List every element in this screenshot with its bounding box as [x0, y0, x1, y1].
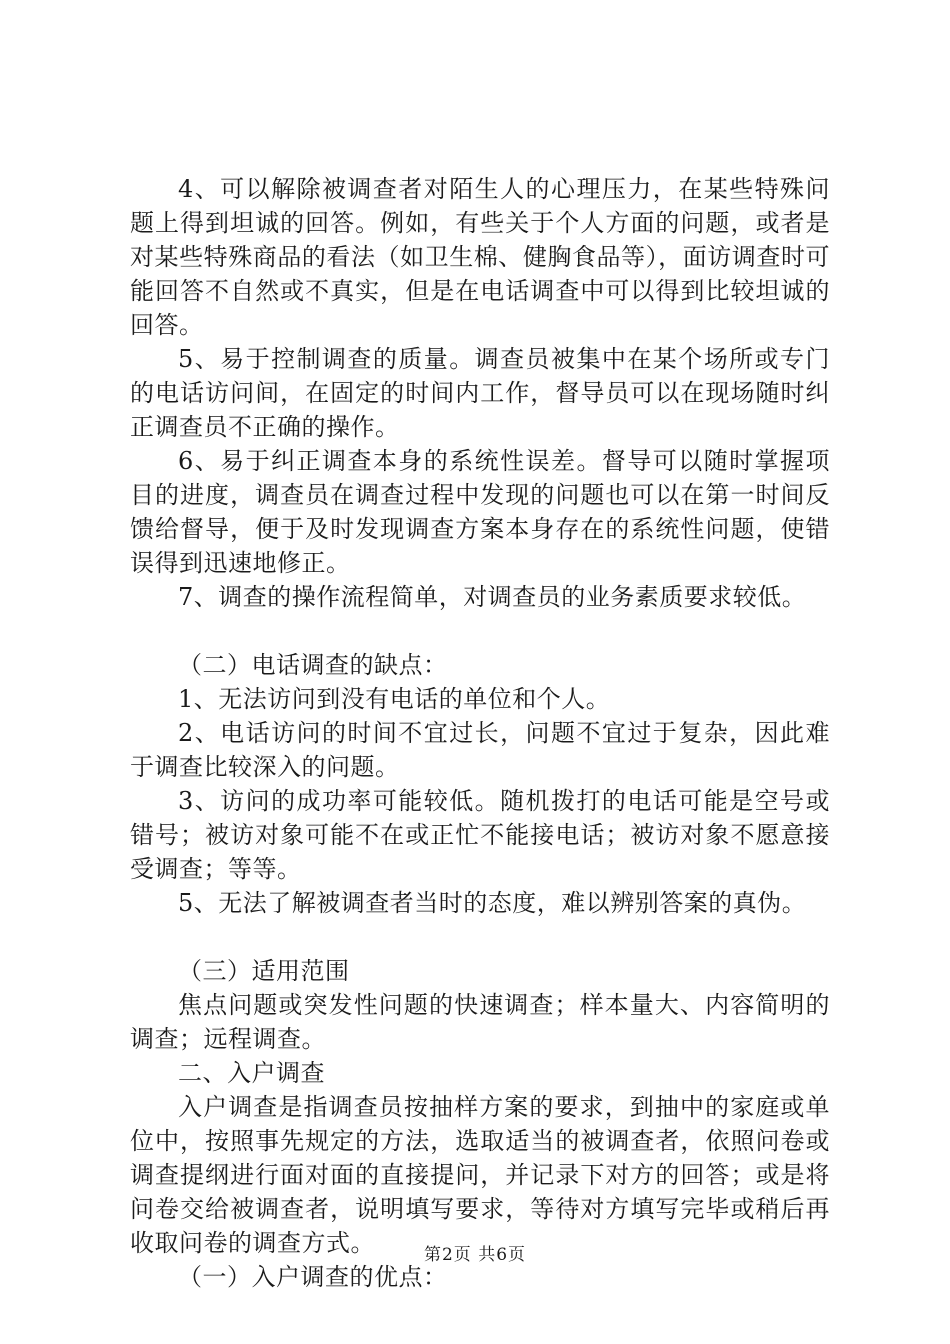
spacer — [130, 920, 830, 954]
paragraph-disadvantage-1: 1、无法访问到没有电话的单位和个人。 — [178, 685, 611, 713]
paragraph-advantage-7: 7、调查的操作流程简单，对调查员的业务素质要求较低。 — [178, 583, 807, 611]
heading-home-advantages: （一）入户调查的优点： — [178, 1263, 448, 1291]
heading-section-2: 二、入户调查 — [178, 1059, 325, 1087]
paragraph-disadvantage-2: 2、电话访问的时间不宜过长，问题不宜过于复杂，因此难于调查比较深入的问题。 — [130, 719, 830, 781]
document-body — [130, 172, 830, 1294]
heading-phone-disadvantages: （二）电话调查的缺点： — [178, 651, 448, 679]
heading-scope: （三）适用范围 — [178, 957, 350, 985]
paragraph-disadvantage-3: 3、访问的成功率可能较低。随机拨打的电话可能是空号或错号；被访对象可能不在或正忙不能接电话；被访对象不愿意接受调查；等等。 — [130, 787, 830, 883]
paragraph-home-survey: 入户调查是指调查员按抽样方案的要求，到抽中的家庭或单位中，按照事先规定的方法，选取适当的被调查者，依照问卷或调查提纲进行面对面的直接提问，并记录下对方的回答；或是将问卷交给被调查者，说明填写要求，等待对方填写完毕或稍后再收取问卷的调查方式。 — [130, 1093, 830, 1257]
paragraph-advantage-4: 4、可以解除被调查者对陌生人的心理压力，在某些特殊问题上得到坦诚的回答。例如，有些关于个人方面的问题，或者是对某些特殊商品的看法（如卫生棉、健胸食品等），面访调查时可能回答不自然或不真实，但是在电话调查中可以得到比较坦诚的回答。 — [130, 175, 830, 339]
paragraph-advantage-6: 6、易于纠正调查本身的系统性误差。督导可以随时掌握项目的进度，调查员在调查过程中发现的问题也可以在第一时间反馈给督导，便于及时发现调查方案本身存在的系统性问题，使错误得到迅速地修正。 — [130, 447, 830, 577]
paragraph-disadvantage-5: 5、无法了解被调查者当时的态度，难以辨别答案的真伪。 — [178, 889, 807, 917]
spacer — [130, 614, 830, 648]
page-footer: 第2页 共6页 — [423, 1245, 527, 1265]
paragraph-scope: 焦点问题或突发性问题的快速调查；样本量大、内容简明的调查；远程调查。 — [130, 991, 830, 1053]
paragraph-advantage-5: 5、易于控制调查的质量。调查员被集中在某个场所或专门的电话访问间，在固定的时间内工作，督导员可以在现场随时纠正调查员不正确的操作。 — [130, 345, 830, 441]
